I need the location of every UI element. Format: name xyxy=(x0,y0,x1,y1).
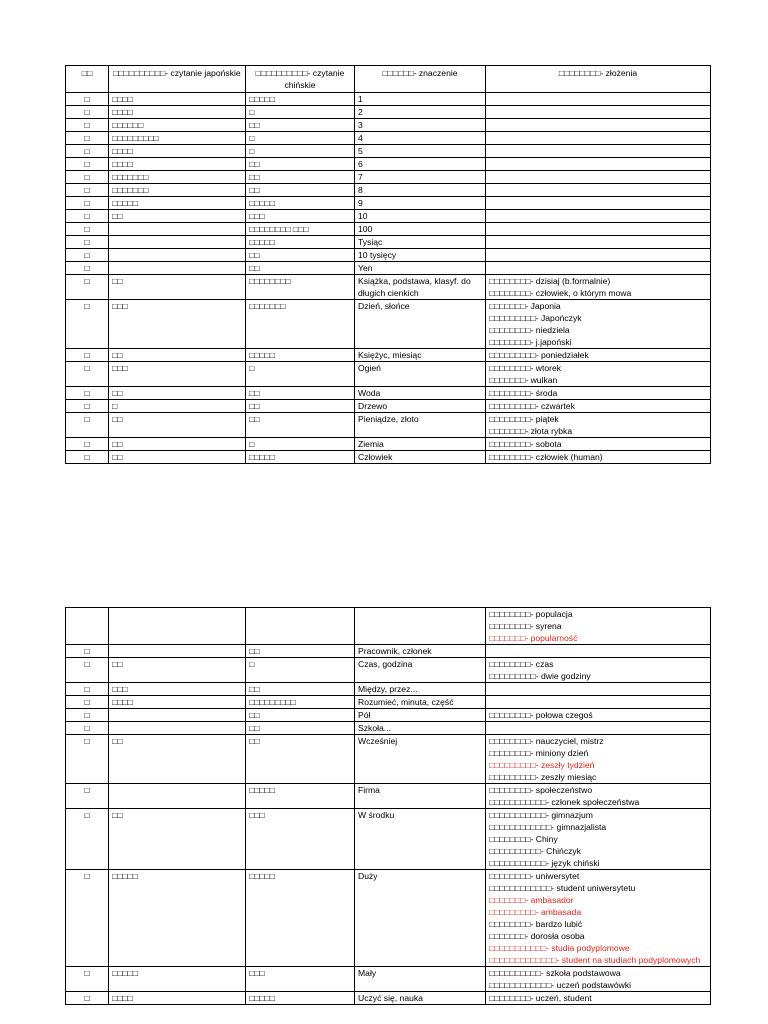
meaning-cell: Drzewo xyxy=(355,400,486,413)
table-row xyxy=(66,413,711,438)
compounds-cell xyxy=(486,870,711,967)
compound-entry: □□□□□□□□- Chiny xyxy=(489,834,558,844)
japanese-reading-cell xyxy=(109,709,246,722)
meaning-cell: Firma xyxy=(355,784,486,809)
chinese-reading-cell: □□ xyxy=(246,413,355,438)
japanese-reading-cell: □ xyxy=(109,400,246,413)
compounds-cell xyxy=(486,683,711,696)
compounds-cell xyxy=(486,413,711,438)
japanese-reading-cell xyxy=(109,784,246,809)
compound-entry: □□□□□□□□- nauczyciel, mistrz xyxy=(489,736,604,746)
kanji-cell: □ xyxy=(66,400,109,413)
compounds-cell xyxy=(486,119,711,132)
table-row xyxy=(66,400,711,413)
compounds-cell xyxy=(486,106,711,119)
chinese-reading-cell: □□□□□□□□ xyxy=(246,275,355,300)
compound-entry: □□□□□□□□□- czwartek xyxy=(489,401,575,411)
compounds-cell xyxy=(486,275,711,300)
compounds-cell xyxy=(486,184,711,197)
table-row xyxy=(66,132,711,145)
compound-entry: □□□□□□□□- środa xyxy=(489,388,558,398)
compound-entry: □□□□□□□□□□□□- student uniwersytetu xyxy=(489,883,636,893)
table-row xyxy=(66,784,711,809)
kanji-cell: □ xyxy=(66,967,109,992)
kanji-cell: □ xyxy=(66,809,109,870)
compounds-cell xyxy=(486,608,711,645)
compounds-cell xyxy=(486,262,711,275)
table-row xyxy=(66,93,711,106)
kanji-cell: □ xyxy=(66,451,109,464)
table-row xyxy=(66,992,711,1005)
compound-entry: □□□□□□□□- bardzo lubić xyxy=(489,919,583,929)
table-row xyxy=(66,262,711,275)
japanese-reading-cell: □□□□□□□ xyxy=(109,171,246,184)
chinese-reading-cell: □□ xyxy=(246,683,355,696)
compound-entry: □□□□□□□□□- zeszły tydzień xyxy=(489,760,595,770)
kanji-cell: □ xyxy=(66,93,109,106)
chinese-reading-cell: □ xyxy=(246,145,355,158)
meaning-cell: 4 xyxy=(355,132,486,145)
japanese-reading-cell: □□ xyxy=(109,451,246,464)
compound-entry: □□□□□□□□- niedziela xyxy=(489,325,570,335)
compound-entry: □□□□□□□□- wtorek xyxy=(489,363,562,373)
compounds-cell xyxy=(486,809,711,870)
meaning-cell: Duży xyxy=(355,870,486,967)
compounds-cell xyxy=(486,438,711,451)
meaning-cell: W środku xyxy=(355,809,486,870)
chinese-reading-cell: □□□ xyxy=(246,210,355,223)
meaning-cell: Księżyc, miesiąc xyxy=(355,349,486,362)
chinese-reading-cell: □□□□□ xyxy=(246,197,355,210)
chinese-reading-cell: □□ xyxy=(246,735,355,784)
table-row xyxy=(66,709,711,722)
table-row xyxy=(66,362,711,387)
kanji-cell: □ xyxy=(66,184,109,197)
table-row xyxy=(66,696,711,709)
chinese-reading-cell: □□ xyxy=(246,262,355,275)
compounds-cell xyxy=(486,784,711,809)
japanese-reading-cell: □□□□ xyxy=(109,145,246,158)
japanese-reading-cell: □□ xyxy=(109,809,246,870)
chinese-reading-cell: □□ xyxy=(246,249,355,262)
compound-entry: □□□□□□□□□□□□- uczeń podstawówki xyxy=(489,980,632,990)
compound-entry: □□□□□□□□□□□□□- student na studiach podyplomowych xyxy=(489,955,701,965)
meaning-cell: Yen xyxy=(355,262,486,275)
japanese-reading-cell xyxy=(109,249,246,262)
compound-entry: □□□□□□□□- dzisiaj (b.formalnie) xyxy=(489,276,611,286)
kanji-table-top xyxy=(65,65,711,464)
compounds-cell xyxy=(486,145,711,158)
table-row xyxy=(66,349,711,362)
table-row xyxy=(66,171,711,184)
kanji-cell: □ xyxy=(66,438,109,451)
compound-entry: □□□□□□□- ambasador xyxy=(489,895,574,905)
japanese-reading-cell: □□□□□□□ xyxy=(109,184,246,197)
compounds-cell xyxy=(486,236,711,249)
compound-entry: □□□□□□□□- j.japoński xyxy=(489,337,572,347)
compound-entry: □□□□□□□□- połowa czegoś xyxy=(489,710,593,720)
table-row xyxy=(66,197,711,210)
compound-entry: □□□□□□□□- człowiek, o którym mowa xyxy=(489,288,632,298)
chinese-reading-cell: □□□□□□□□□ xyxy=(246,696,355,709)
compound-entry: □□□□□□□□□- dwie godziny xyxy=(489,671,591,681)
chinese-reading-cell: □□□□□□□ xyxy=(246,300,355,349)
compounds-cell xyxy=(486,132,711,145)
japanese-reading-cell xyxy=(109,645,246,658)
japanese-reading-cell: □□□□ xyxy=(109,992,246,1005)
compound-entry: □□□□□□□- dorosła osoba xyxy=(489,931,585,941)
meaning-cell xyxy=(355,608,486,645)
compound-entry: □□□□□□□- wulkan xyxy=(489,375,558,385)
meaning-cell: 1 xyxy=(355,93,486,106)
japanese-reading-cell: □□ xyxy=(109,210,246,223)
meaning-cell: Szkoła... xyxy=(355,722,486,735)
chinese-reading-cell: □□□□□□□□ □□□ xyxy=(246,223,355,236)
japanese-reading-cell: □□□ xyxy=(109,300,246,349)
compound-entry: □□□□□□□□□- poniedziałek xyxy=(489,350,589,360)
chinese-reading-cell: □□ xyxy=(246,400,355,413)
japanese-reading-cell: □□□□ xyxy=(109,106,246,119)
japanese-reading-cell xyxy=(109,236,246,249)
chinese-reading-cell: □ xyxy=(246,106,355,119)
japanese-reading-cell: □□□□□ xyxy=(109,870,246,967)
compound-entry: □□□□□□□□- sobota xyxy=(489,439,562,449)
table-row xyxy=(66,236,711,249)
kanji-cell: □ xyxy=(66,275,109,300)
table-row xyxy=(66,722,711,735)
compound-entry: □□□□□□□□- uniwersytet xyxy=(489,871,580,881)
compound-entry: □□□□□□□□□□□- studia podyplomowe xyxy=(489,943,630,953)
chinese-reading-cell: □□□□□ xyxy=(246,784,355,809)
table-row xyxy=(66,158,711,171)
table-top-body xyxy=(66,93,711,464)
meaning-cell: Ziemia xyxy=(355,438,486,451)
kanji-cell: □ xyxy=(66,119,109,132)
table-row xyxy=(66,145,711,158)
compound-entry: □□□□□□□□□□- szkoła podstawowa xyxy=(489,968,621,978)
table-row xyxy=(66,438,711,451)
compound-entry: □□□□□□□□□□□- gimnazjum xyxy=(489,810,593,820)
table-row xyxy=(66,967,711,992)
compounds-cell xyxy=(486,210,711,223)
compounds-cell xyxy=(486,696,711,709)
table-row xyxy=(66,119,711,132)
japanese-reading-cell: □□□ xyxy=(109,683,246,696)
japanese-reading-cell: □□□□□□□□□ xyxy=(109,132,246,145)
meaning-cell: Mały xyxy=(355,967,486,992)
meaning-cell: Woda xyxy=(355,387,486,400)
japanese-reading-cell xyxy=(109,608,246,645)
chinese-reading-cell: □□□ xyxy=(246,967,355,992)
chinese-reading-cell: □□ xyxy=(246,709,355,722)
table-row xyxy=(66,451,711,464)
japanese-reading-cell: □□□□□ xyxy=(109,967,246,992)
compounds-cell xyxy=(486,400,711,413)
meaning-cell: Wcześniej xyxy=(355,735,486,784)
table-row xyxy=(66,735,711,784)
kanji-cell: □ xyxy=(66,992,109,1005)
chinese-reading-cell: □□ xyxy=(246,158,355,171)
table-row xyxy=(66,658,711,683)
japanese-reading-cell xyxy=(109,722,246,735)
chinese-reading-cell: □□ xyxy=(246,645,355,658)
table-row xyxy=(66,645,711,658)
compounds-cell xyxy=(486,158,711,171)
chinese-reading-cell: □□□□□ xyxy=(246,870,355,967)
table-row xyxy=(66,184,711,197)
meaning-cell: Pół xyxy=(355,709,486,722)
compounds-cell xyxy=(486,658,711,683)
compound-entry: □□□□□□□□- uczeń, student xyxy=(489,993,592,1003)
compound-entry: □□□□□□□□- piątek xyxy=(489,414,559,424)
compound-entry: □□□□□□□□- społeczeństwo xyxy=(489,785,593,795)
chinese-reading-cell xyxy=(246,608,355,645)
compounds-cell xyxy=(486,387,711,400)
meaning-cell: Między, przez... xyxy=(355,683,486,696)
chinese-reading-cell: □□□ xyxy=(246,809,355,870)
compound-entry: □□□□□□□□□□□- członek społeczeństwa xyxy=(489,797,640,807)
kanji-cell: □ xyxy=(66,709,109,722)
compounds-cell xyxy=(486,709,711,722)
japanese-reading-cell xyxy=(109,262,246,275)
meaning-cell: 8 xyxy=(355,184,486,197)
chinese-reading-cell: □□ xyxy=(246,184,355,197)
kanji-cell: □ xyxy=(66,106,109,119)
japanese-reading-cell xyxy=(109,223,246,236)
meaning-cell: 5 xyxy=(355,145,486,158)
chinese-reading-cell: □□□□□ xyxy=(246,451,355,464)
kanji-cell: □ xyxy=(66,300,109,349)
meaning-cell: 2 xyxy=(355,106,486,119)
header-chinese-reading: □□□□□□□□□□- czytanie chińskie xyxy=(246,66,355,93)
compound-entry: □□□□□□□- Japonia xyxy=(489,301,561,311)
compounds-cell xyxy=(486,645,711,658)
chinese-reading-cell: □ xyxy=(246,362,355,387)
meaning-cell: Człowiek xyxy=(355,451,486,464)
chinese-reading-cell: □□ xyxy=(246,387,355,400)
compound-entry: □□□□□□□□- populacja xyxy=(489,609,573,619)
kanji-cell: □ xyxy=(66,223,109,236)
compounds-cell xyxy=(486,197,711,210)
meaning-cell: 6 xyxy=(355,158,486,171)
japanese-reading-cell: □□ xyxy=(109,658,246,683)
kanji-cell: □ xyxy=(66,249,109,262)
compounds-cell xyxy=(486,362,711,387)
kanji-cell: □ xyxy=(66,645,109,658)
compounds-cell xyxy=(486,223,711,236)
kanji-cell: □ xyxy=(66,362,109,387)
compound-entry: □□□□□□□□□□- Chińczyk xyxy=(489,846,582,856)
kanji-cell: □ xyxy=(66,158,109,171)
kanji-cell: □ xyxy=(66,722,109,735)
kanji-cell: □ xyxy=(66,236,109,249)
chinese-reading-cell: □ xyxy=(246,658,355,683)
chinese-reading-cell: □□□□□ xyxy=(246,93,355,106)
chinese-reading-cell: □ xyxy=(246,132,355,145)
japanese-reading-cell: □□□□ xyxy=(109,93,246,106)
meaning-cell: Pracownik, członek xyxy=(355,645,486,658)
compound-entry: □□□□□□□□□- zeszły miesiąc xyxy=(489,772,597,782)
table-row xyxy=(66,210,711,223)
table-row xyxy=(66,608,711,645)
kanji-cell: □ xyxy=(66,683,109,696)
japanese-reading-cell: □□ xyxy=(109,275,246,300)
kanji-cell: □ xyxy=(66,387,109,400)
compound-entry: □□□□□□□□- syrena xyxy=(489,621,562,631)
meaning-cell: Uczyć się, nauka xyxy=(355,992,486,1005)
kanji-cell: □ xyxy=(66,413,109,438)
compounds-cell xyxy=(486,992,711,1005)
meaning-cell: 3 xyxy=(355,119,486,132)
japanese-reading-cell: □□ xyxy=(109,349,246,362)
kanji-cell: □ xyxy=(66,145,109,158)
japanese-reading-cell: □□□□□□ xyxy=(109,119,246,132)
kanji-table-bottom xyxy=(65,607,711,1005)
compounds-cell xyxy=(486,967,711,992)
meaning-cell: Dzień, słońce xyxy=(355,300,486,349)
meaning-cell: 7 xyxy=(355,171,486,184)
japanese-reading-cell: □□ xyxy=(109,735,246,784)
japanese-reading-cell: □□□□ xyxy=(109,158,246,171)
japanese-reading-cell: □□□ xyxy=(109,362,246,387)
chinese-reading-cell: □□ xyxy=(246,119,355,132)
compound-entry: □□□□□□□□□□□- język chiński xyxy=(489,858,600,868)
meaning-cell: 10 tysięcy xyxy=(355,249,486,262)
kanji-cell: □ xyxy=(66,132,109,145)
kanji-cell: □ xyxy=(66,658,109,683)
kanji-cell: □ xyxy=(66,696,109,709)
meaning-cell: Tysiąc xyxy=(355,236,486,249)
kanji-cell: □ xyxy=(66,210,109,223)
table-row xyxy=(66,106,711,119)
table-row xyxy=(66,223,711,236)
compound-entry: □□□□□□□□- miniony dzień xyxy=(489,748,589,758)
table-row xyxy=(66,300,711,349)
japanese-reading-cell: □□□□□ xyxy=(109,197,246,210)
compound-entry: □□□□□□□- złota rybka xyxy=(489,426,573,436)
japanese-reading-cell: □□ xyxy=(109,387,246,400)
table-row xyxy=(66,809,711,870)
kanji-cell: □ xyxy=(66,735,109,784)
kanji-cell: □ xyxy=(66,171,109,184)
compounds-cell xyxy=(486,451,711,464)
header-meaning: □□□□□□- znaczenie xyxy=(355,66,486,93)
compounds-cell xyxy=(486,171,711,184)
compound-entry: □□□□□□□□□- Japończyk xyxy=(489,313,582,323)
chinese-reading-cell: □□□□□ xyxy=(246,236,355,249)
table-bottom-body xyxy=(66,608,711,1005)
meaning-cell: 9 xyxy=(355,197,486,210)
kanji-cell: □ xyxy=(66,262,109,275)
compounds-cell xyxy=(486,93,711,106)
table-row xyxy=(66,870,711,967)
compounds-cell xyxy=(486,349,711,362)
table-row xyxy=(66,249,711,262)
meaning-cell: 100 xyxy=(355,223,486,236)
header-compounds: □□□□□□□□- złożenia xyxy=(486,66,711,93)
table-row xyxy=(66,683,711,696)
chinese-reading-cell: □□□□□ xyxy=(246,992,355,1005)
table-row xyxy=(66,387,711,400)
meaning-cell: Ogień xyxy=(355,362,486,387)
meaning-cell: Czas, godzina xyxy=(355,658,486,683)
compound-entry: □□□□□□□□□□□□- gimnazjalista xyxy=(489,822,607,832)
compound-entry: □□□□□□□□- czas xyxy=(489,659,554,669)
chinese-reading-cell: □□□□□ xyxy=(246,349,355,362)
kanji-cell: □ xyxy=(66,870,109,967)
meaning-cell: Pieniądze, złoto xyxy=(355,413,486,438)
meaning-cell: Książka, podstawa, klasyf. do długich cienkich xyxy=(355,275,486,300)
japanese-reading-cell: □□□□ xyxy=(109,696,246,709)
compounds-cell xyxy=(486,249,711,262)
meaning-cell: Rozumieć, minuta, część xyxy=(355,696,486,709)
kanji-cell xyxy=(66,608,109,645)
header-japanese-reading: □□□□□□□□□□- czytanie japońskie xyxy=(109,66,246,93)
table-row xyxy=(66,275,711,300)
kanji-cell: □ xyxy=(66,784,109,809)
chinese-reading-cell: □□ xyxy=(246,171,355,184)
compounds-cell xyxy=(486,300,711,349)
meaning-cell: 10 xyxy=(355,210,486,223)
header-kanji: □□ xyxy=(66,66,109,93)
compound-entry: □□□□□□□- popularność xyxy=(489,633,578,643)
chinese-reading-cell: □ xyxy=(246,438,355,451)
japanese-reading-cell: □□ xyxy=(109,413,246,438)
japanese-reading-cell: □□ xyxy=(109,438,246,451)
header-row xyxy=(66,66,711,93)
compound-entry: □□□□□□□□- człowiek (human) xyxy=(489,452,603,462)
chinese-reading-cell: □□ xyxy=(246,722,355,735)
compound-entry: □□□□□□□□□- ambasada xyxy=(489,907,582,917)
compounds-cell xyxy=(486,722,711,735)
kanji-cell: □ xyxy=(66,197,109,210)
compounds-cell xyxy=(486,735,711,784)
kanji-cell: □ xyxy=(66,349,109,362)
